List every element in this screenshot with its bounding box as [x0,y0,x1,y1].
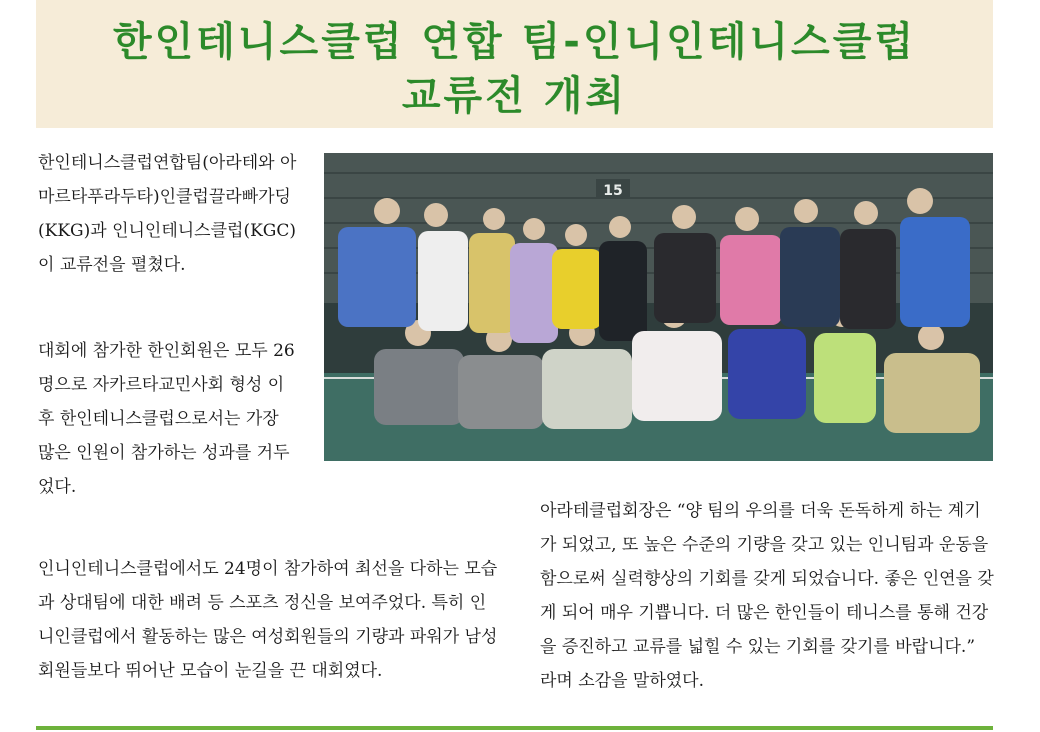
court-number-sign: 15 [603,183,623,199]
paragraph-indonesian-club: 인니인테니스클럽에서도 24명이 참가하여 최선을 다하는 모습과 상대팀에 대한 배려 등 스포츠 정신을 보여주었다. 특히 인니인클럽에서 활동하는 많은 여성회원들의 기량과 파워가 남성회원들보다 뛰어난 모습이 눈길을 끈 대회였다. [38,559,498,681]
paragraph-intro: 한인테니스클럽연합팀(아라테와 아마르타푸라두타)인클럽끌라빠가딩(KKG)과 인니인테니스클럽(KGC)이 교류전을 펼쳤다. [38,153,297,275]
headline-line-2: 교류전 개최 [401,73,628,119]
group-photo [324,153,993,461]
paragraph-president-quote: 아라테클럽회장은 “양 팀의 우의를 더욱 돈독하게 하는 계기가 되었고, 또 높은 수준의 기량을 갖고 있는 인니팀과 운동을 함으로써 실력향상의 기회를 갖게 되었습니다. 좋은 인연을 갖게 되어 매우 기쁩니다. 더 많은 한인들이 테니스를 통해 건강을 증진하고 교류를 넓힐 수 있는 기회를 갖기를 바랍니다.” 라며 소감을 말하였다. [540,501,994,691]
headline-line-1: 한인테니스클럽 연합 팀-인니인테니스클럽 [113,19,916,65]
paragraph-participants: 대회에 참가한 한인회원은 모두 26명으로 자카르타교민사회 형성 이후 한인테니스클럽으로서는 가장 많은 인원이 참가하는 성과를 거두었다. [38,341,295,497]
bottom-rule [36,726,993,730]
headline-band [36,0,993,128]
